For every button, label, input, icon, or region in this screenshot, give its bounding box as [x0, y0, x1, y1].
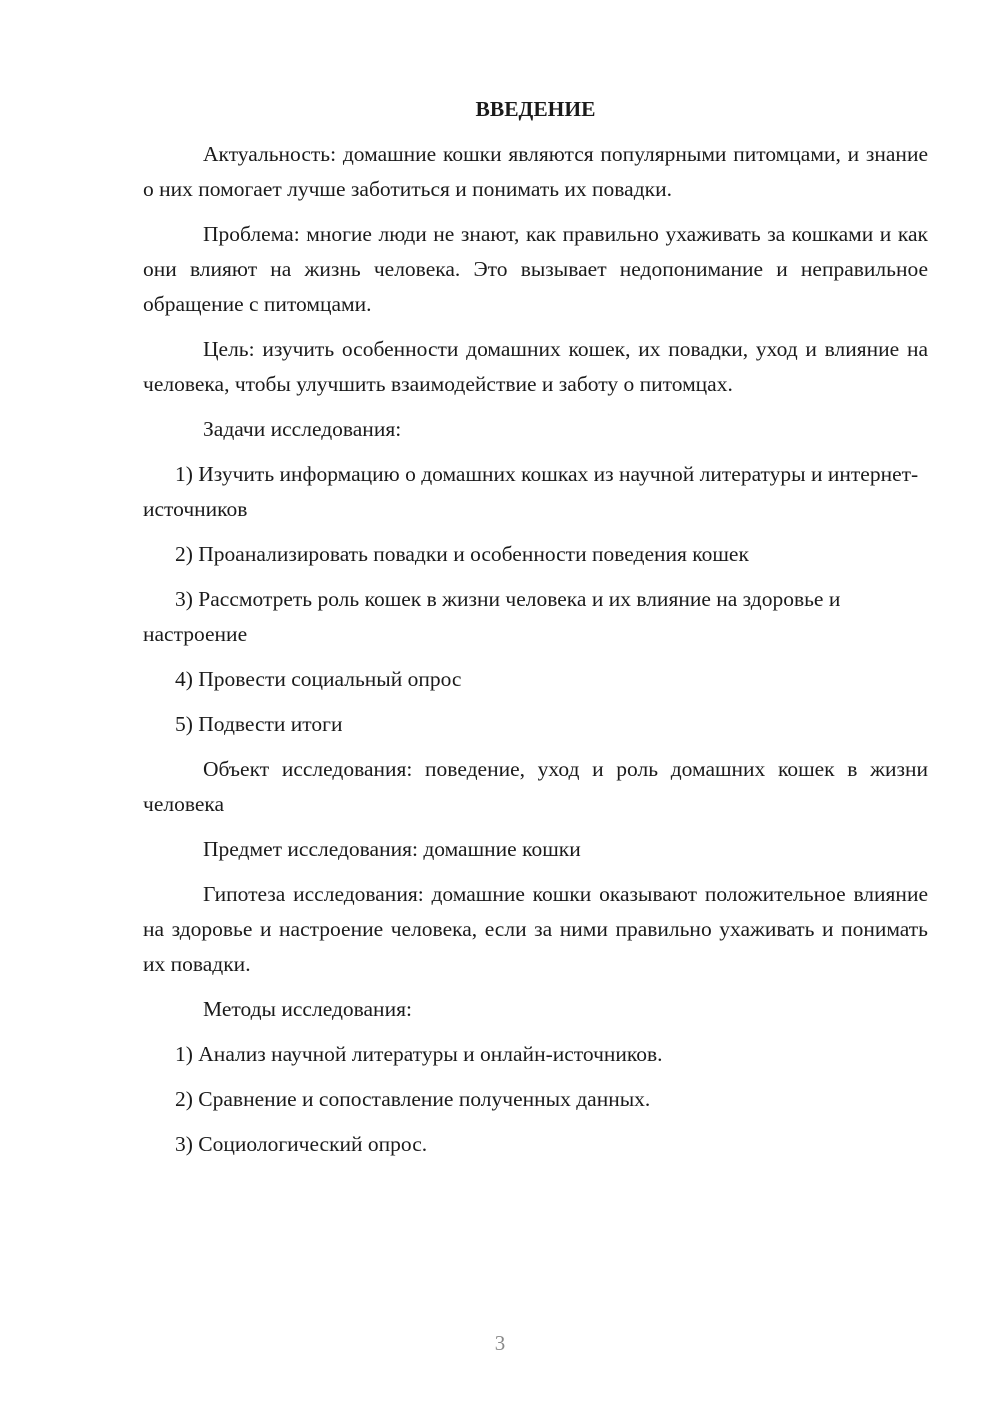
method-item-1: 1) Анализ научной литературы и онлайн-источников.	[175, 1042, 663, 1066]
hypothesis-paragraph: Гипотеза исследования: домашние кошки оказывают положительное влияние на здоровье и настроение человека, если за ними правильно ухаживать и понимать их повадки.	[143, 882, 928, 976]
problem-paragraph: Проблема: многие люди не знают, как правильно ухаживать за кошками и как они влияют на жизнь человека. Это вызывает недопонимание и неправильное обращение с питомцами.	[143, 222, 928, 316]
task-item-4: 4) Провести социальный опрос	[175, 667, 462, 691]
task-item-5: 5) Подвести итоги	[175, 712, 343, 736]
document-page	[143, 92, 928, 1172]
section-heading: ВВЕДЕНИЕ	[475, 97, 596, 121]
object-paragraph: Объект исследования: поведение, уход и роль домашних кошек в жизни человека	[143, 757, 928, 816]
page-number: 3	[494, 1331, 506, 1355]
relevance-paragraph: Актуальность: домашние кошки являются популярными питомцами, и знание о них помогает лучше заботиться и понимать их повадки.	[143, 142, 928, 201]
goal-paragraph: Цель: изучить особенности домашних кошек, их повадки, уход и влияние на человека, чтобы улучшить взаимодействие и заботу о питомцах.	[143, 337, 928, 396]
tasks-title: Задачи исследования:	[203, 417, 402, 441]
method-item-2: 2) Сравнение и сопоставление полученных данных.	[175, 1087, 651, 1111]
task-item-2: 2) Проанализировать повадки и особенности поведения кошек	[175, 542, 749, 566]
task-item-1: 1) Изучить информацию о домашних кошках из научной литературы и интернет-источников	[143, 462, 919, 521]
methods-title: Методы исследования:	[203, 997, 412, 1021]
method-item-3: 3) Социологический опрос.	[175, 1132, 428, 1156]
task-item-3: 3) Рассмотреть роль кошек в жизни человека и их влияние на здоровье и настроение	[143, 587, 841, 646]
subject-paragraph: Предмет исследования: домашние кошки	[203, 837, 581, 861]
